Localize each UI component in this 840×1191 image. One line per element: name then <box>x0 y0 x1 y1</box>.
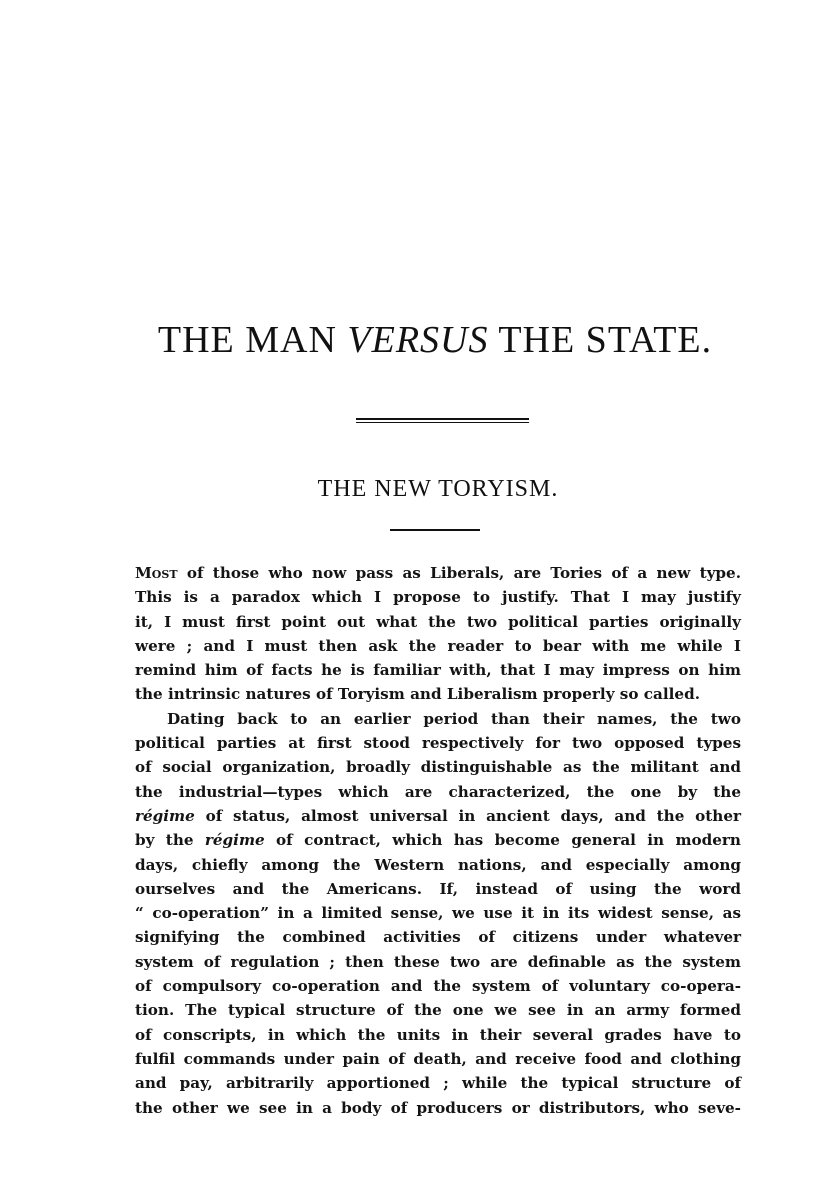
text-line: ourselves and the Americans. If, instead of using the word <box>135 879 741 898</box>
text-line: the industrial—types which are characterized, the one by the <box>135 782 741 801</box>
text-line: the intrinsic natures of Toryism and Liberalism properly so called. <box>135 685 700 704</box>
double-rule-divider <box>356 418 529 423</box>
text-line: of compulsory co-operation and the system of voluntary co-opera- <box>135 977 741 996</box>
text-line: remind him of facts he is familiar with, that I may impress on him <box>135 661 741 680</box>
text-line: of social organization, broadly distinguishable as the militant and <box>135 758 741 777</box>
text-line: by the régime of contract, which has become general in modern <box>135 831 741 850</box>
text-line: tion. The typical structure of the one we see in an army formed <box>135 1001 741 1020</box>
text-line: “ co-operation” in a limited sense, we use it in its widest sense, as <box>135 904 741 923</box>
text-line: and pay, arbitrarily apportioned ; while the typical structure of <box>135 1074 741 1093</box>
text-line: system of regulation ; then these two are definable as the system <box>135 952 741 971</box>
italic-word: régime <box>204 831 265 850</box>
text-line: signifying the combined activities of citizens under whatever <box>135 928 741 947</box>
text-line: were ; and I must then ask the reader to bear with me while I <box>135 636 741 655</box>
text-line: Dating back to an earlier period than their names, the two <box>167 709 741 728</box>
book-title <box>0 318 840 362</box>
book-title-italic: VERSUS <box>347 319 489 361</box>
text-line: political parties at first stood respectively for two opposed types <box>135 734 741 753</box>
single-rule-divider <box>390 529 480 531</box>
text-line: This is a paradox which I propose to justify. That I may justify <box>135 588 741 607</box>
body-text <box>135 561 741 1120</box>
text-line: the other we see in a body of producers or distributors, who seve- <box>135 1098 741 1117</box>
text-line: of conscripts, in which the units in their several grades have to <box>135 1025 741 1044</box>
book-title-part2: THE STATE. <box>498 319 713 361</box>
chapter-title: THE NEW TORYISM. <box>317 476 559 502</box>
text-line: it, I must first point out what the two political parties originally <box>135 612 741 631</box>
text-line: fulfil commands under pain of death, and receive food and clothing <box>135 1049 741 1068</box>
book-title-part1: THE MAN <box>157 319 337 361</box>
italic-word: régime <box>135 806 195 825</box>
text-line: Most of those who now pass as Liberals, are Tories of a new type. <box>135 564 741 582</box>
text-line: régime of status, almost universal in ancient days, and the other <box>135 806 741 825</box>
text-line: days, chiefly among the Western nations, and especially among <box>135 855 741 874</box>
dropcap-word: Most <box>135 564 178 582</box>
